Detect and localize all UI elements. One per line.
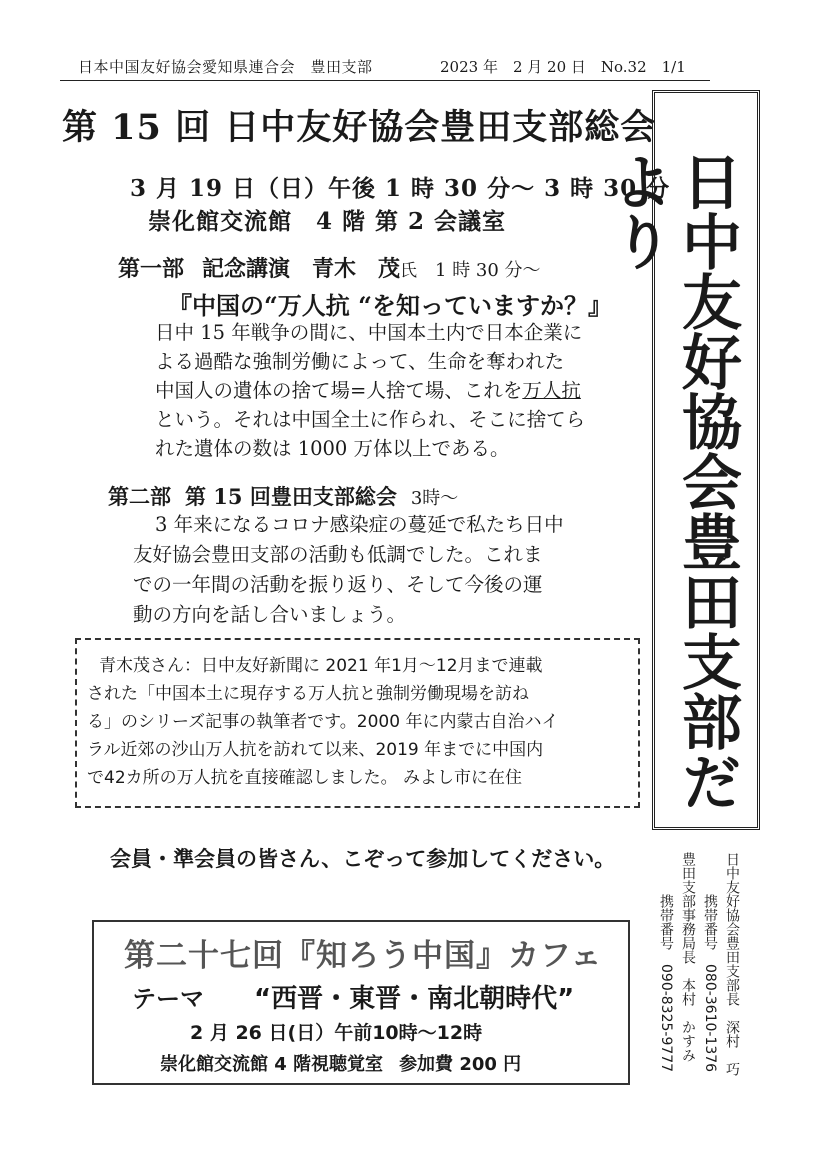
event-venue: 崇化館交流館 4 階 第 2 会議室 — [148, 208, 507, 235]
part1-line: れた遺体の数は 1000 万体以上である。 — [155, 437, 510, 460]
cafe-place-line — [160, 1050, 521, 1076]
cafe-theme — [132, 978, 574, 1015]
part1-line: という。それは中国全土に作られ、そこに捨てら — [155, 408, 586, 431]
underlined-term: 万人抗 — [522, 379, 581, 402]
newsletter-title: 日中友好協会豊田支部だより — [603, 151, 742, 811]
contact-line: 携帯番号 080-3610-1376 — [702, 894, 718, 1073]
note-line: ラル近郊の沙山万人抗を訪れて以来、2019 年までに中国内 — [87, 740, 544, 760]
contact-line: 携帯番号 090-8325-9777 — [658, 894, 674, 1073]
contact-line: 日中友好協会豊田支部長 深村 巧 — [724, 852, 740, 1076]
header-org: 日本中国友好協会愛知県連合会 豊田支部 — [78, 58, 373, 76]
page-title: 第 15 回 日中友好協会豊田支部総会 — [62, 107, 657, 148]
lecture-title: 『中国の“万人抗 “を知っていますか？』 — [168, 291, 612, 320]
header-date-issue: 2023 年 2 月 20 日 No.32 1/1 — [440, 58, 686, 76]
part2-line: 友好協会豊田支部の活動も低調でした。これま — [133, 543, 543, 566]
cafe-theme-text: “西晋・東晋・南北朝時代” — [254, 984, 575, 1014]
note-line: る」のシリーズ記事の執筆者です。2000 年に内蒙古自治ハイ — [87, 712, 559, 732]
part2-body — [115, 510, 645, 630]
header-divider — [60, 80, 710, 81]
cafe-fee: 参加費 200 円 — [399, 1054, 522, 1075]
part2-line: 3 年来になるコロナ感染症の蔓延で私たち日中 — [155, 513, 564, 536]
part2-line: での一年間の活動を振り返り、そして今後の運 — [133, 573, 543, 596]
contact-line: 豊田支部事務局長 本村 かすみ — [680, 852, 696, 1062]
part1-speaker: 記念講演 青木 茂 — [202, 256, 401, 282]
note-line: された「中国本土に現存する万人抗と強制労働現場を訪ね — [87, 684, 529, 704]
part1-honorific: 氏 — [400, 261, 418, 281]
part2-heading — [108, 481, 458, 511]
part2-label: 第二部 — [108, 484, 171, 509]
cafe-date: 2 月 26 日(日）午前10時～12時 — [190, 1022, 483, 1044]
part2-line: 動の方向を話し合いましょう。 — [133, 603, 407, 626]
part1-line: よる過酷な強制労働によって、生命を奪われた — [155, 350, 565, 373]
cafe-event-box — [92, 920, 630, 1085]
part1-line: 日中 15 年戦争の間に、中国本土内で日本企業に — [155, 321, 583, 344]
part1-line — [155, 376, 645, 405]
cafe-place: 崇化館交流館 4 階視聴覚室 — [160, 1054, 384, 1075]
part2-time: 3時～ — [410, 488, 459, 509]
call-to-action: 会員・準会員の皆さん、こぞって参加してください。 — [110, 847, 616, 871]
note-line: で42カ所の万人抗を直接確認しました。 みよし市に在住 — [87, 768, 523, 788]
part2-topic: 第 15 回豊田支部総会 — [185, 484, 397, 509]
part1-time: 1 時 30 分～ — [435, 260, 541, 281]
contact-info — [655, 852, 743, 1076]
part1-heading — [118, 252, 541, 283]
part1-label: 第一部 — [118, 256, 185, 282]
speaker-note-box — [75, 638, 640, 808]
cafe-title: 第二十七回『知ろう中国』カフェ — [124, 938, 603, 974]
note-line: 青木茂さん：日中友好新聞に 2021 年1月～12月まで連載 — [99, 656, 543, 676]
part1-body — [155, 318, 645, 463]
cafe-theme-label: テーマ — [132, 985, 204, 1013]
newsletter-title-box — [603, 90, 760, 830]
event-datetime: 3 月 19 日（日）午後 1 時 30 分～ 3 時 30 分 — [130, 175, 671, 202]
part1-line-text: 中国人の遺体の捨て場=人捨て場、これを — [155, 379, 523, 402]
